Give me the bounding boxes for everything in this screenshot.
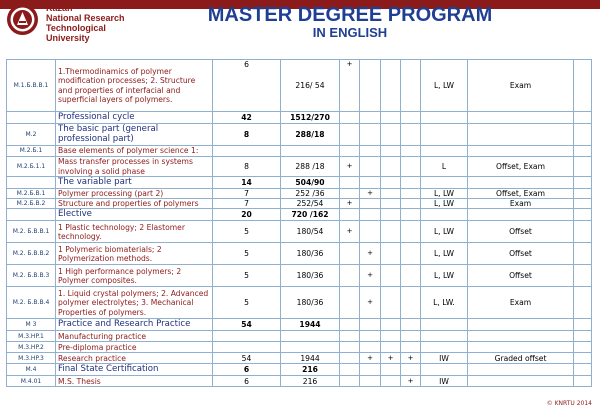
empty-cell	[574, 157, 592, 177]
table-row	[7, 319, 592, 331]
table-row	[7, 177, 592, 189]
curriculum-table	[6, 59, 592, 387]
table-row	[7, 146, 592, 157]
seminar-mark: +	[381, 353, 401, 364]
course-code: M.2. Б.В.В.3	[7, 265, 56, 287]
assessment-cell	[468, 124, 574, 146]
course-code: M.1.Б.В.B.1	[7, 60, 56, 112]
seminar-mark	[381, 177, 401, 189]
empty-cell	[574, 287, 592, 319]
assessment-cell	[468, 112, 574, 124]
practice-mark	[401, 265, 421, 287]
seminar-mark	[381, 60, 401, 112]
practice-mark	[401, 342, 421, 353]
study-form-cell	[421, 209, 468, 221]
hours-cell	[281, 146, 340, 157]
course-name: The variable part	[56, 177, 213, 189]
course-name: Mass transfer processes in systems involving a solid phase	[56, 157, 213, 177]
lecture-mark	[340, 376, 360, 387]
hours-cell: 1944	[281, 353, 340, 364]
course-code: M.2. Б.В.В.2	[7, 243, 56, 265]
practice-mark	[401, 221, 421, 243]
university-line: Kazan	[46, 3, 73, 13]
seminar-mark	[381, 243, 401, 265]
course-name: M.S. Thesis	[56, 376, 213, 387]
lab-mark: +	[360, 265, 381, 287]
empty-cell	[574, 209, 592, 221]
hours-cell	[281, 331, 340, 342]
course-code	[7, 177, 56, 189]
course-name: Research practice	[56, 353, 213, 364]
hours-cell: 1512/270	[281, 112, 340, 124]
study-form-cell: IW	[421, 376, 468, 387]
seminar-mark	[381, 319, 401, 331]
lecture-mark	[340, 353, 360, 364]
practice-mark	[401, 287, 421, 319]
assessment-cell: Offset	[468, 243, 574, 265]
credits-cell: 5	[213, 221, 281, 243]
course-code: M.2.Б.1.1	[7, 157, 56, 177]
table-row	[7, 124, 592, 146]
course-code: M 3	[7, 319, 56, 331]
seminar-mark	[381, 209, 401, 221]
lecture-mark: +	[340, 199, 360, 209]
assessment-cell: Graded offset	[468, 353, 574, 364]
hours-cell: 252/54	[281, 199, 340, 209]
course-name: 1 Plastic technology; 2 Elastomer technology.	[56, 221, 213, 243]
hours-cell: 288/18	[281, 124, 340, 146]
course-code: M.4	[7, 364, 56, 376]
lecture-mark	[340, 364, 360, 376]
empty-cell	[574, 177, 592, 189]
seminar-mark	[381, 342, 401, 353]
hours-cell: 720 /162	[281, 209, 340, 221]
empty-cell	[574, 353, 592, 364]
course-code: M.2	[7, 124, 56, 146]
study-form-cell	[421, 364, 468, 376]
empty-cell	[574, 265, 592, 287]
credits-cell: 54	[213, 319, 281, 331]
university-logo-icon	[6, 3, 39, 36]
practice-mark	[401, 157, 421, 177]
course-code: M.4.01	[7, 376, 56, 387]
empty-cell	[574, 60, 592, 112]
hours-cell: 180/36	[281, 265, 340, 287]
study-form-cell	[421, 146, 468, 157]
lab-mark	[360, 221, 381, 243]
university-line: National Research	[46, 13, 125, 23]
credits-cell: 20	[213, 209, 281, 221]
study-form-cell	[421, 112, 468, 124]
hours-cell: 180/36	[281, 243, 340, 265]
lab-mark	[360, 376, 381, 387]
course-name: 1 High performance polymers; 2 Polymer composites.	[56, 265, 213, 287]
practice-mark	[401, 112, 421, 124]
course-code: M.3.HP.2	[7, 342, 56, 353]
seminar-mark	[381, 364, 401, 376]
lab-mark	[360, 124, 381, 146]
seminar-mark	[381, 157, 401, 177]
hours-cell: 504/90	[281, 177, 340, 189]
course-name: Polymer processing (part 2)	[56, 189, 213, 199]
table-row	[7, 199, 592, 209]
study-form-cell: IW	[421, 353, 468, 364]
copyright: © KNRTU 2014	[546, 400, 592, 407]
course-name: The basic part (general professional part)	[56, 124, 213, 146]
lecture-mark	[340, 342, 360, 353]
table-row	[7, 287, 592, 319]
assessment-cell	[468, 319, 574, 331]
table-row	[7, 376, 592, 387]
practice-mark	[401, 331, 421, 342]
lab-mark	[360, 209, 381, 221]
lab-mark	[360, 60, 381, 112]
empty-cell	[574, 331, 592, 342]
study-form-cell: L, LW	[421, 243, 468, 265]
table-row	[7, 60, 592, 112]
hours-cell: 288 /18	[281, 157, 340, 177]
lecture-mark	[340, 124, 360, 146]
course-name: Elective	[56, 209, 213, 221]
assessment-cell	[468, 331, 574, 342]
seminar-mark	[381, 376, 401, 387]
table-row	[7, 364, 592, 376]
hours-cell: 180/54	[281, 221, 340, 243]
hours-cell: 216	[281, 376, 340, 387]
lecture-mark	[340, 112, 360, 124]
table-row	[7, 342, 592, 353]
lab-mark: +	[360, 353, 381, 364]
table-row	[7, 189, 592, 199]
assessment-cell: Exam	[468, 199, 574, 209]
university-name	[46, 3, 125, 43]
study-form-cell	[421, 319, 468, 331]
lecture-mark	[340, 209, 360, 221]
lecture-mark	[340, 177, 360, 189]
credits-cell: 5	[213, 287, 281, 319]
practice-mark	[401, 189, 421, 199]
lecture-mark: +	[340, 221, 360, 243]
table-row	[7, 112, 592, 124]
study-form-cell	[421, 342, 468, 353]
course-name: 1.Thermodinamics of polymer modification processes; 2. Structure and properties of interfacial and superficial layers of polymers.	[56, 60, 213, 112]
assessment-cell: Offset, Exam	[468, 157, 574, 177]
assessment-cell: Exam	[468, 287, 574, 319]
page-title: MASTER DEGREE PROGRAM	[207, 4, 493, 26]
seminar-mark	[381, 112, 401, 124]
table-row	[7, 265, 592, 287]
credits-cell: 42	[213, 112, 281, 124]
assessment-cell: Exam	[468, 60, 574, 112]
practice-mark	[401, 146, 421, 157]
empty-cell	[574, 124, 592, 146]
seminar-mark	[381, 287, 401, 319]
assessment-cell	[468, 209, 574, 221]
lecture-mark	[340, 189, 360, 199]
lecture-mark	[340, 319, 360, 331]
practice-mark	[401, 209, 421, 221]
lab-mark: +	[360, 243, 381, 265]
credits-cell: 6	[213, 60, 281, 112]
hours-cell: 180/36	[281, 287, 340, 319]
empty-cell	[574, 319, 592, 331]
practice-mark: +	[401, 376, 421, 387]
practice-mark	[401, 124, 421, 146]
seminar-mark	[381, 221, 401, 243]
lab-mark	[360, 157, 381, 177]
lecture-mark	[340, 287, 360, 319]
seminar-mark	[381, 189, 401, 199]
course-code	[7, 112, 56, 124]
lecture-mark	[340, 265, 360, 287]
page-subtitle: IN ENGLISH	[312, 25, 388, 40]
empty-cell	[574, 243, 592, 265]
seminar-mark	[381, 199, 401, 209]
lab-mark	[360, 319, 381, 331]
empty-cell	[574, 146, 592, 157]
course-code: M.2.Б.B.2	[7, 199, 56, 209]
lecture-mark	[340, 146, 360, 157]
credits-cell: 7	[213, 199, 281, 209]
course-name: Final State Certification	[56, 364, 213, 376]
study-form-cell: L, LW.	[421, 287, 468, 319]
credits-cell: 5	[213, 243, 281, 265]
lab-mark: +	[360, 189, 381, 199]
credits-cell: 54	[213, 353, 281, 364]
university-line: Technological	[46, 23, 106, 33]
practice-mark	[401, 60, 421, 112]
credits-cell: 8	[213, 157, 281, 177]
credits-cell: 7	[213, 189, 281, 199]
course-name: 1 Polymeric biomaterials; 2 Polymerization methods.	[56, 243, 213, 265]
lab-mark	[360, 364, 381, 376]
lecture-mark: +	[340, 60, 360, 112]
course-name: Base elements of polymer science 1:	[56, 146, 213, 157]
hours-cell: 216	[281, 364, 340, 376]
practice-mark	[401, 319, 421, 331]
practice-mark: +	[401, 353, 421, 364]
lab-mark	[360, 199, 381, 209]
study-form-cell: L, LW	[421, 221, 468, 243]
course-code: M.3.HP.1	[7, 331, 56, 342]
table-row	[7, 157, 592, 177]
lecture-mark: +	[340, 157, 360, 177]
practice-mark	[401, 243, 421, 265]
course-name: Manufacturing practice	[56, 331, 213, 342]
hours-cell: 216/ 54	[281, 60, 340, 112]
empty-cell	[574, 376, 592, 387]
assessment-cell	[468, 376, 574, 387]
empty-cell	[574, 189, 592, 199]
credits-cell	[213, 146, 281, 157]
assessment-cell	[468, 364, 574, 376]
credits-cell: 5	[213, 265, 281, 287]
lecture-mark	[340, 331, 360, 342]
course-code: M.2.Б.B.1	[7, 189, 56, 199]
table-row	[7, 353, 592, 364]
credits-cell	[213, 342, 281, 353]
assessment-cell	[468, 342, 574, 353]
assessment-cell: Offset	[468, 265, 574, 287]
seminar-mark	[381, 331, 401, 342]
credits-cell: 8	[213, 124, 281, 146]
study-form-cell	[421, 177, 468, 189]
assessment-cell: Offset, Exam	[468, 189, 574, 199]
hours-cell: 252 /36	[281, 189, 340, 199]
study-form-cell	[421, 124, 468, 146]
course-name: Pre-diploma practice	[56, 342, 213, 353]
empty-cell	[574, 199, 592, 209]
seminar-mark	[381, 124, 401, 146]
assessment-cell	[468, 146, 574, 157]
course-code: M.3.HP.3	[7, 353, 56, 364]
lab-mark	[360, 112, 381, 124]
course-name: 1. Liquid crystal polymers; 2. Advanced polymer electrolytes; 3. Mechanical Properties of polymers.	[56, 287, 213, 319]
hours-cell	[281, 342, 340, 353]
study-form-cell: L, LW	[421, 265, 468, 287]
course-name: Practice and Research Practice	[56, 319, 213, 331]
assessment-cell: Offset	[468, 221, 574, 243]
lab-mark: +	[360, 287, 381, 319]
course-name: Structure and properties of polymers	[56, 199, 213, 209]
table-row	[7, 331, 592, 342]
credits-cell: 14	[213, 177, 281, 189]
hours-cell: 1944	[281, 319, 340, 331]
table-row	[7, 243, 592, 265]
study-form-cell: L, LW	[421, 199, 468, 209]
empty-cell	[574, 342, 592, 353]
practice-mark	[401, 177, 421, 189]
course-code: M.2.Б.1	[7, 146, 56, 157]
seminar-mark	[381, 265, 401, 287]
course-code: M.2. Б.В.В.4	[7, 287, 56, 319]
practice-mark	[401, 364, 421, 376]
empty-cell	[574, 112, 592, 124]
credits-cell: 6	[213, 376, 281, 387]
course-code	[7, 209, 56, 221]
credits-cell	[213, 331, 281, 342]
course-code: M.2. Б.В.В.1	[7, 221, 56, 243]
seminar-mark	[381, 146, 401, 157]
credits-cell: 6	[213, 364, 281, 376]
study-form-cell: L	[421, 157, 468, 177]
table-row	[7, 209, 592, 221]
lab-mark	[360, 146, 381, 157]
lab-mark	[360, 331, 381, 342]
empty-cell	[574, 364, 592, 376]
lab-mark	[360, 342, 381, 353]
lecture-mark	[340, 243, 360, 265]
lab-mark	[360, 177, 381, 189]
study-form-cell: L, LW	[421, 60, 468, 112]
course-name: Professional cycle	[56, 112, 213, 124]
university-line: University	[46, 33, 90, 43]
empty-cell	[574, 221, 592, 243]
table-row	[7, 221, 592, 243]
practice-mark	[401, 199, 421, 209]
study-form-cell	[421, 331, 468, 342]
study-form-cell: L, LW	[421, 189, 468, 199]
assessment-cell	[468, 177, 574, 189]
